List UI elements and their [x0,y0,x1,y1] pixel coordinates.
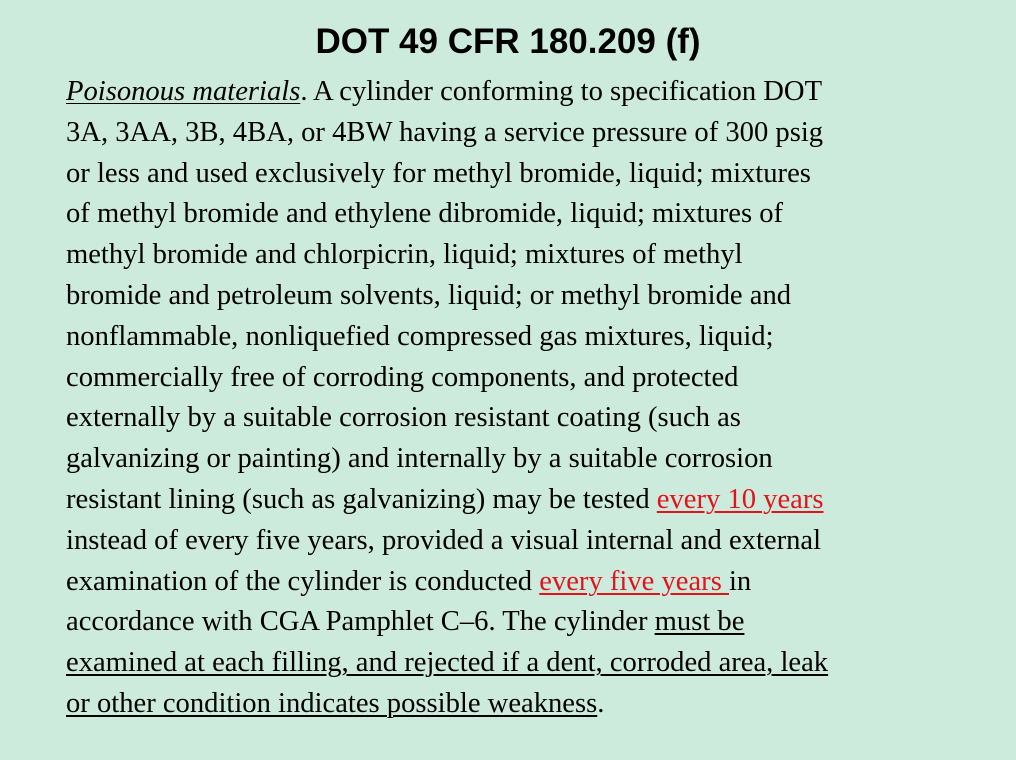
text-segment: . A cylinder conforming to specification DOT [300,76,823,107]
underlined-requirement: examined at each filling, and rejected if a dent, corroded area, leak [66,647,829,679]
text-line-3: or less and used exclusively for methyl bromide, liquid; mixtures [66,157,811,189]
text-line-14 [66,602,978,643]
text-line-4: of methyl bromide and ethylene dibromide, liquid; mixtures of [66,198,784,230]
lead-heading: Poisonous materials [66,76,301,107]
text-segment: examination of the cylinder is conducted [66,565,540,597]
text-line-2: 3A, 3AA, 3B, 4BA, or 4BW having a service pressure of 300 psig [66,116,824,148]
text-line-1 [66,72,978,113]
text-line-13 [66,562,978,603]
text-segment: . [597,687,605,719]
text-line-16 [66,684,978,725]
text-line-7: nonflammable, nonliquefied compressed gas mixtures, liquid; [66,320,774,352]
text-line-8: commercially free of corroding components, and protected [66,361,739,393]
text-line-9: externally by a suitable corrosion resistant coating (such as [66,402,741,434]
text-segment: accordance with CGA Pamphlet C–6. The cylinder [66,606,655,638]
text-line-5: methyl bromide and chlorpicrin, liquid; mixtures of methyl [66,239,743,271]
text-segment: in [728,565,752,597]
underlined-requirement: or other condition indicates possible weakness [66,687,598,719]
regulation-text [66,72,978,725]
text-line-15 [66,643,978,684]
slide-title: DOT 49 CFR 180.209 (f) [315,22,701,61]
text-segment: resistant lining (such as galvanizing) may be tested [66,483,657,515]
highlight-every-10-years: every 10 years [656,483,824,515]
underlined-requirement: must be [654,606,745,638]
text-line-11 [66,480,978,521]
text-line-6: bromide and petroleum solvents, liquid; or methyl bromide and [66,279,792,311]
text-line-12: instead of every five years, provided a visual internal and external [66,524,822,556]
text-line-10: galvanizing or painting) and internally by a suitable corrosion [66,443,773,475]
highlight-every-five-years: every five years [539,565,729,597]
